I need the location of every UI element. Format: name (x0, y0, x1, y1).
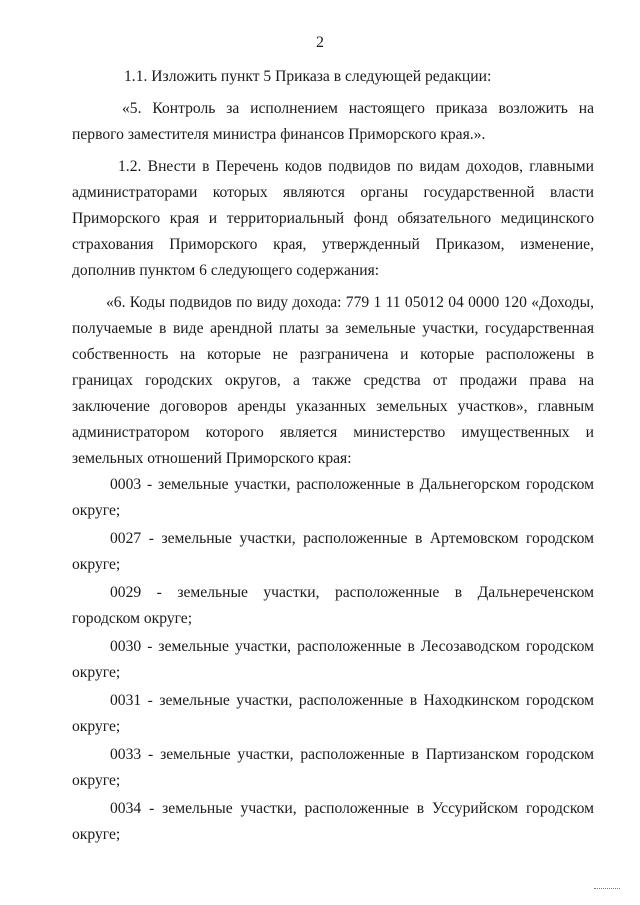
list-item: 0029 - земельные участки, расположенные в Дальнереченском городском округе; (72, 584, 594, 627)
list-item: 0003 - земельные участки, расположенные в Дальнегорском городском округе; (72, 476, 594, 519)
list-item: 0027 - земельные участки, расположенные в Артемовском городском округе; (72, 530, 594, 573)
list-item: 0031 - земельные участки, расположенные в Находкинском городском округе; (72, 692, 594, 735)
scan-edge-mark (594, 888, 620, 891)
list-item: 0034 - земельные участки, расположенные в Уссурийском городском округе; (72, 800, 594, 843)
list-item: 0030 - земельные участки, расположенные в Лесозаводском городском округе; (72, 638, 594, 681)
paragraph-1-2: 1.2. Внести в Перечень кодов подвидов по видам доходов, главными администраторами которых являются органы государственной власти Приморского края и территориальный фонд обязательного медицинского страхования Приморского края, утвержденный Приказом, изменение, дополнив пунктом 6 следующего содержания: (72, 158, 594, 279)
paragraph-quote-5: «5. Контроль за исполнением настоящего приказа возложить на первого заместителя министра финансов Приморского края.». (72, 100, 594, 143)
paragraph-quote-6: «6. Коды подвидов по виду дохода: 779 1 11 05012 04 0000 120 «Доходы, получаемые в виде арендной платы за земельные участки, государственная собственность на которые не разграничена и которые расположены в границах городских округов, а также средства от продажи права на заключение договоров аренды указанных земельных участков», главным администратором которого является министерство имущественных и земельных отношений Приморского края: (72, 294, 594, 467)
list-item: 0033 - земельные участки, расположенные в Партизанском городском округе; (72, 746, 594, 789)
paragraph-1-1: 1.1. Изложить пункт 5 Приказа в следующей редакции: (124, 68, 492, 85)
document-body (72, 64, 594, 850)
page-number: 2 (316, 34, 324, 51)
